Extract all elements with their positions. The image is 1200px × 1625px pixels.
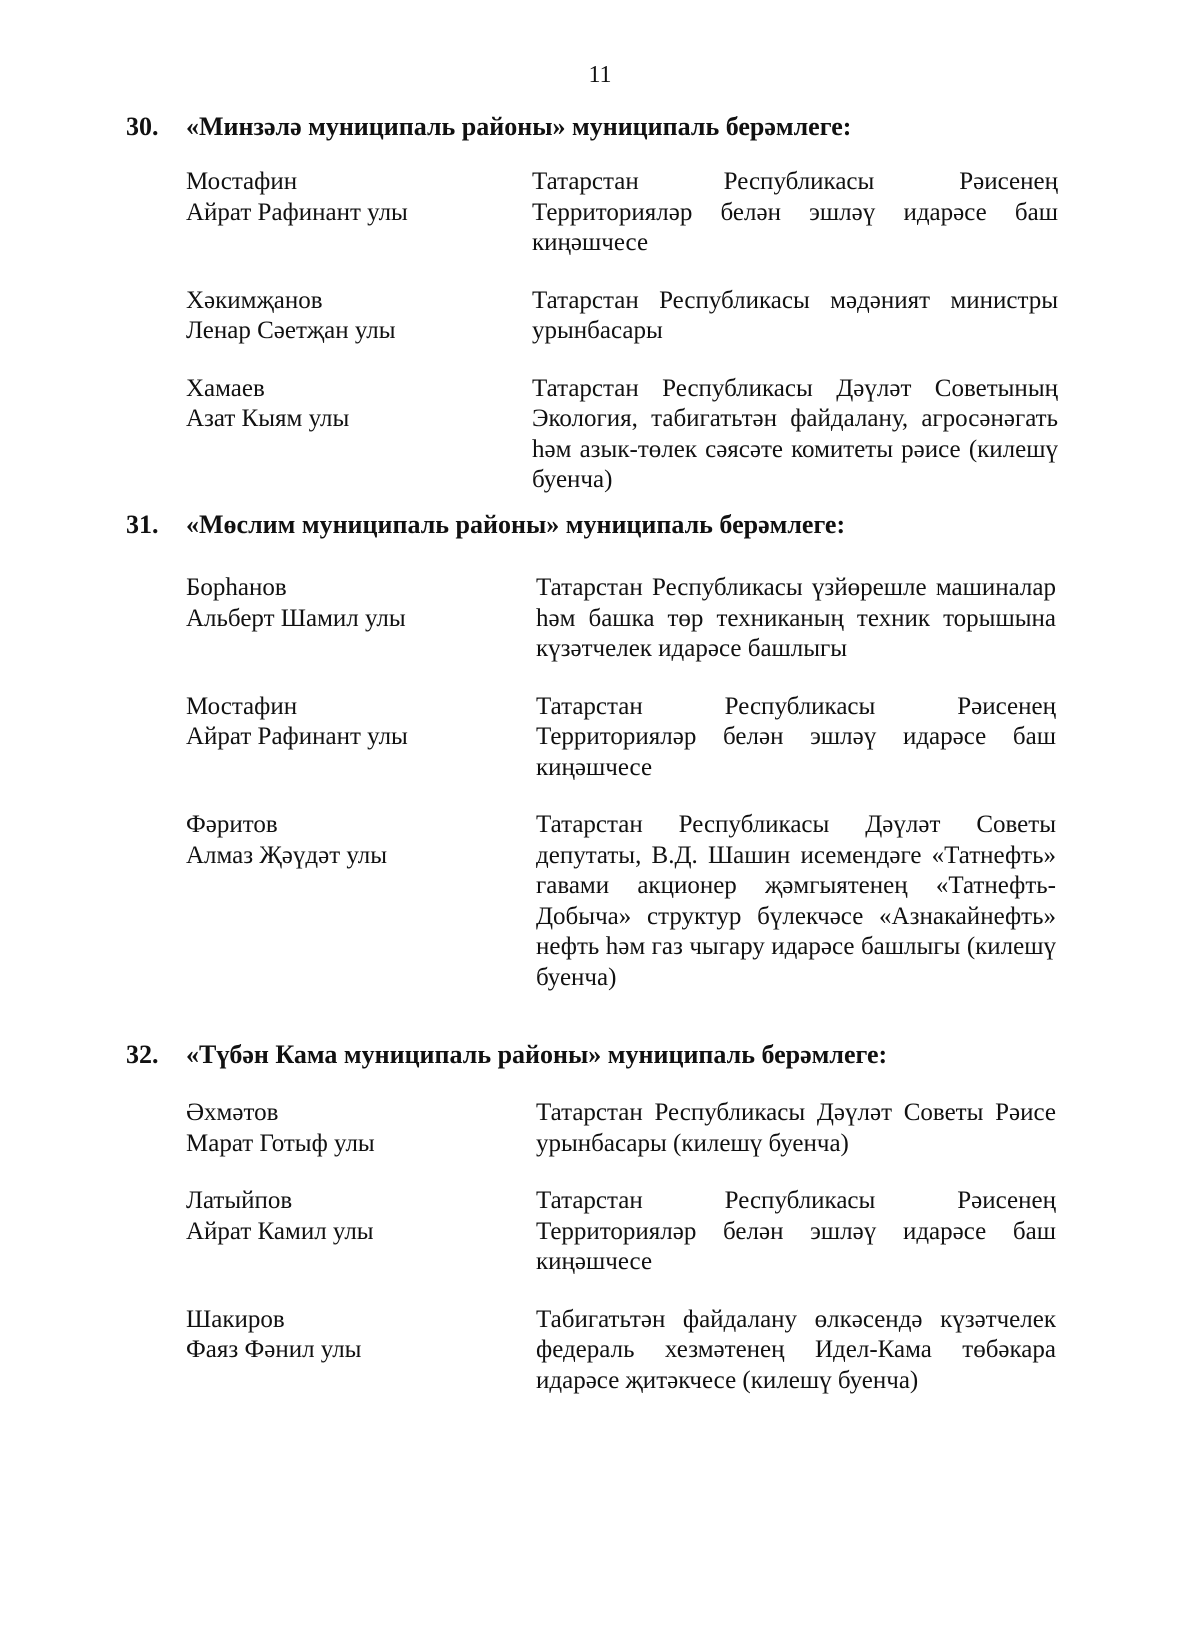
member-given-name: Айрат Камил улы (186, 1217, 374, 1245)
member-surname: Әхмәтов (186, 1099, 279, 1126)
member-surname: Борһанов (186, 574, 287, 601)
section-31 (126, 510, 1086, 1020)
member-entry (186, 573, 1086, 665)
member-role: Татарстан Республикасы үзйөрешле машиналар һәм башка төр техниканың техник торышына күзәтчелек идарәсе башлыгы (536, 574, 1056, 662)
member-list (186, 573, 1086, 993)
section-32 (126, 1040, 1086, 1423)
member-list (186, 167, 1086, 496)
member-surname: Фәритов (186, 811, 278, 838)
member-name (186, 692, 532, 784)
member-entry (186, 810, 1086, 993)
member-role: Татарстан Республикасы Дәүләт Советы депутаты, В.Д. Шашин исемендәге «Татнефть» гавами акционер җәмгыятенең «Татнефть-Добыча» структур бүлекчәсе «Азнакайнефть» нефть һәм газ чыгару идарәсе башлыгы (килешү буенча) (536, 811, 1056, 991)
member-surname: Шакиров (186, 1305, 285, 1333)
member-name (186, 374, 532, 496)
section-heading (126, 1040, 1086, 1070)
member-name (186, 1098, 532, 1159)
member-role: Татарстан Республикасы Дәүләт Советының Экология, табигатьтән файдалану, агросәнәгать һәм азык-төлек сәясәте комитеты рәисе (килешү буенча) (532, 374, 1058, 493)
member-given-name: Алмаз Җәүдәт улы (186, 841, 388, 869)
member-entry (186, 374, 1086, 496)
section-title: «Мөслим муниципаль районы» муниципаль берәмлеге: (186, 510, 846, 539)
member-name (186, 1186, 532, 1278)
member-entry (186, 1098, 1086, 1159)
section-heading (126, 112, 1086, 142)
member-name (186, 286, 532, 347)
member-name (186, 810, 532, 993)
member-surname: Мостафин (186, 168, 298, 195)
section-title: «Түбән Кама муниципаль районы» муниципаль берәмлеге: (186, 1040, 888, 1069)
member-given-name: Азат Кыям улы (186, 405, 350, 432)
member-role: Табигатьтән файдалану өлкәсендә күзәтчелек федераль хезмәтенең Идел-Кама төбәкара идарәсе җитәкчесе (килешү буенча) (536, 1305, 1056, 1394)
member-given-name: Айрат Рафинант улы (186, 723, 408, 750)
section-number: 32. (126, 1040, 159, 1069)
member-name (186, 167, 532, 259)
member-given-name: Альберт Шамил улы (186, 604, 406, 632)
member-surname: Мостафин (186, 692, 298, 720)
member-role: Татарстан Республикасы Рәисенең Территорияләр белән эшләү идарәсе баш киңәшчесе (536, 692, 1056, 781)
member-entry (186, 692, 1086, 784)
member-role: Татарстан Республикасы Рәисенең Территорияләр белән эшләү идарәсе баш киңәшчесе (532, 168, 1058, 256)
member-given-name: Фаяз Фәнил улы (186, 1336, 362, 1363)
member-name (186, 573, 532, 665)
member-entry (186, 167, 1086, 259)
member-role: Татарстан Республикасы Дәүләт Советы Рәисе урынбасары (килешү буенча) (536, 1099, 1056, 1157)
member-entry (186, 286, 1086, 347)
member-surname: Хамаев (186, 374, 265, 402)
member-role: Татарстан Республикасы Рәисенең Территорияләр белән эшләү идарәсе баш киңәшчесе (536, 1187, 1056, 1275)
section-30 (126, 112, 1086, 523)
section-number: 31. (126, 510, 159, 539)
member-surname: Хәкимҗанов (186, 286, 323, 314)
member-list (186, 1098, 1086, 1396)
member-given-name: Ленар Сәетҗан улы (186, 317, 396, 344)
member-role: Татарстан Республикасы мәдәният министры урынбасары (532, 286, 1058, 344)
member-entry (186, 1186, 1086, 1278)
page-number: 11 (588, 62, 612, 88)
member-surname: Латыйпов (186, 1187, 293, 1214)
section-heading (126, 510, 1086, 540)
member-name (186, 1305, 532, 1397)
member-given-name: Марат Готыф улы (186, 1129, 375, 1157)
member-entry (186, 1305, 1086, 1397)
member-given-name: Айрат Рафинант улы (186, 198, 408, 226)
section-number: 30. (126, 112, 159, 141)
section-title: «Минзәлә муниципаль районы» муниципаль берәмлеге: (186, 112, 852, 141)
